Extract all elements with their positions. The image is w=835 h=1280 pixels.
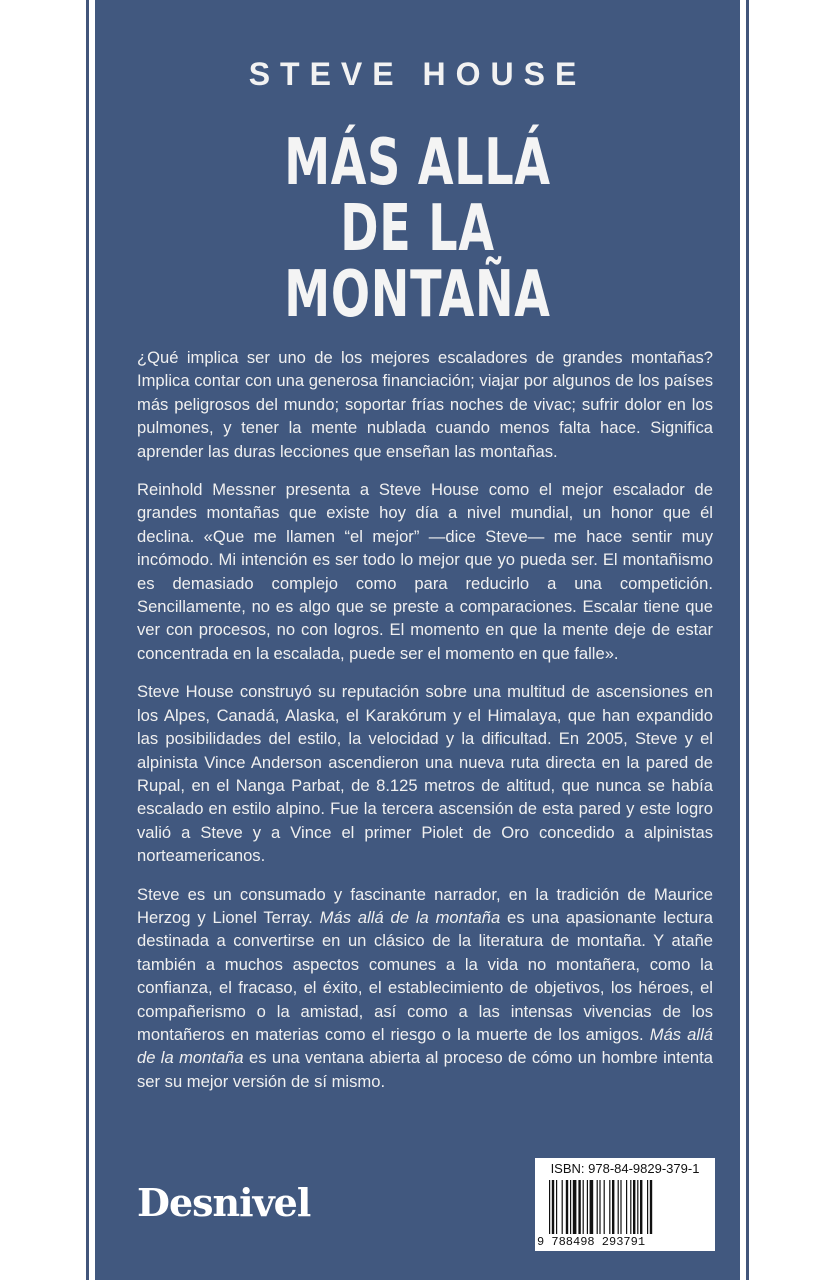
isbn-label: ISBN: 978-84-9829-379-1 <box>550 1161 700 1176</box>
p4-text-2: es una apasionante lectura destinada a convertirse en un clásico de la literatura de montaña. Y atañe también a muchos aspectos comunes a la vida no montañera, como la confianza, el fracaso, el éxito, el establecimiento de objetivos, los héroes, el compañerismo o la amistad, así como a las intensas vivencias de los montañeros en materias como el riesgo o la muerte de los amigos. <box>137 907 713 1044</box>
synopsis-paragraph-1: ¿Qué implica ser uno de los mejores escaladores de grandes montañas? Implica contar con una generosa financiación; viajar por algunos de los países más peligrosos del mundo; soportar frías noches de vivac; sufrir dolor en los pulmones, y tener la mente nublada cuando menos falta hace. Significa aprender las duras lecciones que enseñan las montañas. <box>137 348 713 461</box>
p4-book-title-1: Más allá de la montaña <box>319 907 501 927</box>
synopsis-paragraph-2: Reinhold Messner presenta a Steve House como el mejor escalador de grandes montañas que existe hoy día a nivel mundial, un honor que él declina. «Que me llamen “el mejor” —dice Steve— me hace sentir muy incómodo. Mi intención es ser todo lo mejor que yo pueda ser. El montañismo es demasiado complejo como para reducirlo a una competición. Sencillamente, no es algo que se preste a comparaciones. Escalar tiene que ver con procesos, no con logros. El momento en que la mente deje de estar concentrada en la escalada, puede ser el momento en que falle». <box>137 480 713 663</box>
title-line-3: MONTAÑA <box>284 258 551 332</box>
publisher-logo: Desnivel <box>137 1180 311 1225</box>
synopsis-paragraph-4 <box>137 883 713 1094</box>
spine-edge-line-right <box>746 0 749 1280</box>
book-title <box>185 126 649 332</box>
back-cover <box>95 0 740 1280</box>
title-line-1: MÁS ALLÁ <box>284 126 551 200</box>
synopsis-paragraph-3: Steve House construyó su reputación sobre una multitud de ascensiones en los Alpes, Canadá, Alaska, el Karakórum y el Himalaya, que han expandido las posibilidades del estilo, la velocidad y la dificultad. En 2005, Steve y el alpinista Vince Anderson ascendieron una nueva ruta directa en la pared de Rupal, en el Nanga Parbat, de 8.125 metros de altitud, que nunca se había escalado en estilo alpino. Fue la tercera ascensión de esta pared y este logro valió a Steve y a Vince el primer Piolet de Oro concedido a alpinistas norteamericanos. <box>137 682 713 866</box>
p4-text-3: es una ventana abierta al proceso de cómo un hombre intenta ser su mejor versión de sí mismo. <box>137 1048 713 1091</box>
title-line-2: DE LA <box>340 192 495 266</box>
barcode-icon <box>547 1180 707 1234</box>
p4-text-1: Steve es un consumado y fascinante narrador, en la tradición de Maurice Herzog y Lionel Terray. <box>137 884 713 927</box>
barcode-box <box>535 1158 715 1251</box>
synopsis <box>137 346 713 1108</box>
author-name: STEVE HOUSE <box>248 56 587 92</box>
spine-edge-line-left <box>86 0 89 1280</box>
barcode-number: 9 788498 293791 <box>537 1235 646 1249</box>
p4-book-title-2: Más allá de la montaña <box>137 1024 713 1068</box>
